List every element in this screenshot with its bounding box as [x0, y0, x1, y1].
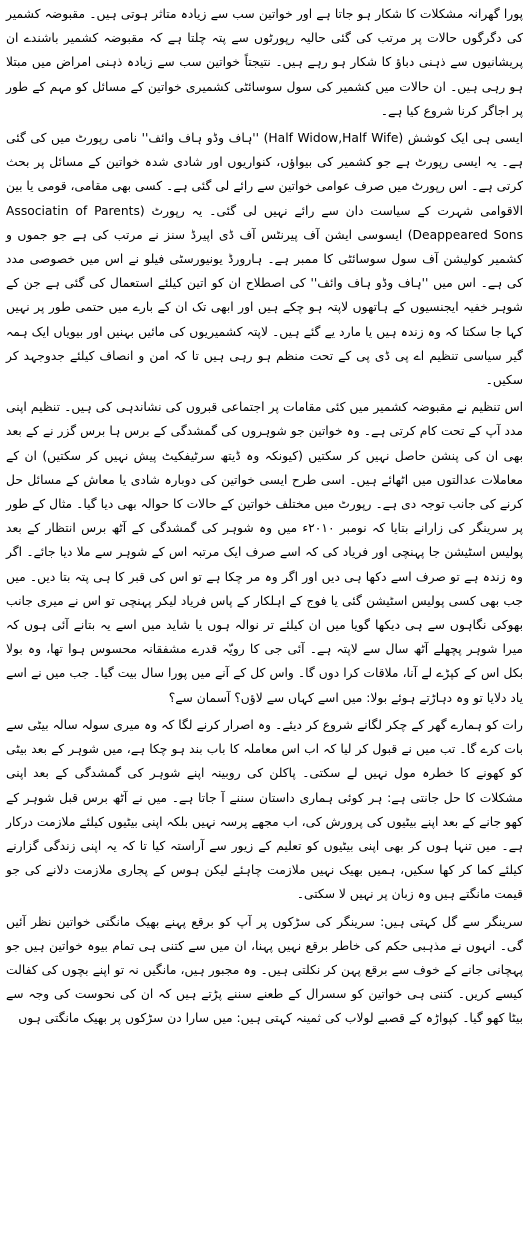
article-paragraph-1: پورا گھرانہ مشکلات کا شکار ہو جاتا ہے اور خواتین سب سے زیادہ متاثر ہوتی ہیں۔ مقبوضہ کشمیر کی دگرگوں حالات پر مرتب کی گئی حالیہ رپورٹوں سے پتہ چلتا ہے کہ مقبوضہ کشمیر باشندے ان پریشانیوں سے ذہنی دباؤ کا شکار ہو رہے ہیں۔ نتیجتاً خواتین سب سے زیادہ ذہنی امراض میں مبتلا ہو رہی ہیں۔ ان حالات میں کشمیر کی سول سوسائٹی کشمیری خواتین کے مسائل کو مہم کے طور پر اجاگر کرنا شروع کیا ہے۔ — [6, 7, 523, 118]
article-paragraph-3: اس تنظیم نے مقبوضہ کشمیر میں کئی مقامات پر اجتماعی قبروں کی نشاندہی کی ہیں۔ تنظیم اپنی مدد آپ کے تحت کام کرتی ہے۔ وہ خواتین جو شوہروں کی گمشدگی کے برس ہا برس گزر نے کے بعد بھی ان کی پنشن حاصل نہیں کر سکتیں (کیونکہ وہ ڈیتھ سرٹیفکیٹ پیش نہیں کر سکتیں) ان کے معاملات عدالتوں میں اٹھائے ہیں۔ اسی طرح ایسی خواتین کی دوبارہ شادی یا معاش کے مسائل حل کرنے کی جانب توجہ دی ہے۔ رپورٹ میں مختلف خواتین کے حالات کا حوالہ بھی دیا گیا۔ مثال کے طور پر سرینگر کی زارانے بتایا کہ نومبر ۲۰۱۰ء میں وہ شوہر کی گمشدگی کے آٹھ برس انتظار کے بعد پولیس اسٹیشن جا پہنچی اور فریاد کی کہ اسے صرف ایک مرتبہ اس کے شوہر سے ملا دیا جائے۔ اگر وہ زندہ ہے تو صرف اسے دکھا ہی دیں اور اگر وہ مر چکا ہے تو اس کی قبر کا ہی پتہ بتا دیں۔ میں جب بھی کسی پولیس اسٹیشن گئی یا فوج کے اہلکار کے پاس فریاد لیکر پہنچی تو اس نے میری جانب بھوکی نگاہوں سے ہی دیکھا گویا میں ان کیلئے تر نوالہ ہوں یا شاید میں اسے یہ بتانے آئی ہوں کہ میرا شوہر پچھلے آٹھ سال سے لاپتہ ہے۔ آئی جی کا رویّہ قدرے مشفقانہ محسوس ہوا تھا، وہ بولا بکل اس کے کپڑے لے آنا، ملاقات کرا دوں گا۔ واس کل کے آنے میں پورا سال بیت گیا۔ جب میں نے اسے یاد دلایا تو وہ دہاڑتے ہوئے بولا: میں اسے کہاں سے لاؤں؟ آسمان سے؟ — [6, 400, 523, 705]
article-paragraph-2: ایسی ہی ایک کوشش (Half Widow,Half Wife) ''ہاف وڈو ہاف وائف'' نامی رپورٹ میں کی گئی ہے۔ یہ ایسی رپورٹ ہے جو کشمیر کی بیواؤں، کنواریوں اور شادی شدہ خواتین کے مسائل پر بحث کرتی ہے۔ اس رپورٹ میں صرف عوامی خواتین سے رائے لی گئی ہے۔ کسی بھی مقامی، قومی یا بین الاقوامی شہرت کے سیاست دان سے رائے نہیں لی گئی۔ یہ رپورٹ (Associatin of Parents Deappeared Sons) ایسوسی ایشن آف پیرنٹس آف ڈی اپیرڈ سنز نے مرتب کی ہے جو جموں و کشمیر کولیشن آف سول سوسائٹی کا ممبر ہے۔ ہارورڈ یونیورسٹی فیلو نے اس میں خصوصی مدد کی ہے۔ اس میں ''ہاف وڈو ہاف وائف'' کی اصطلاح ان کو اتین کیلئے استعمال کی گئی ہے جن کے شوہر خفیہ ایجنسیوں کے ہاتھوں لاپتہ ہو چکے ہیں اور ابھی تک ان کے بارے میں حتمی طور پر نہیں کہا جا سکتا کہ وہ زندہ ہیں یا مارد یے گئے ہیں۔ لاپتہ کشمیریوں کی مائیں بہنیں اور بیویاں ایک ہمہ گیر سیاسی تنظیم اے پی ڈی پی کے تحت منظم ہو رہی ہیں تا کہ امن و انصاف کیلئے جدوجہد کر سکیں۔ — [6, 131, 524, 388]
article-paragraph-5: سرینگر سے گل کہتی ہیں: سرینگر کی سڑکوں پر آپ کو برقع پہنے بھیک مانگتی خواتین نظر آئیں گی۔ انہوں نے مذہبی حکم کی خاطر برقع نہیں پہنا، ان میں سے کتنی ہی تمام بیوہ خواتین ہیں جو پہچانی جانے کے خوف سے برقع پہن کر نکلتی ہیں۔ وہ مجبور ہیں، مانگیں نہ تو اپنے بچوں کی کفالت کیسے کریں۔ کتنی ہی خواتین کو سسرال کے طعنے سننے پڑتے ہیں کہ ان کی نحوست کی وجہ سے بیٹا کھو گیا۔ کپواڑہ کے قصبے لولاب کی ثمینہ کہتی ہیں: میں سارا دن سڑکوں پر بھیک مانگتی ہوں — [6, 914, 523, 1026]
article-paragraph-4: رات کو ہمارے گھر کے چکر لگانے شروع کر دیئے۔ وہ اصرار کرنے لگا کہ وہ میری سولہ سالہ بیٹی سے بات کرے گا۔ تب میں نے قبول کر لیا کہ اب اس معاملہ کا باب بند ہو چکا ہے، میں شوہر کے بعد بیٹی کو کھونے کا خطرہ مول نہیں لے سکتی۔ پاکلن کی روبینہ اپنے شوہر کی گمشدگی کے بعد اپنی مشکلات کا حل جانتی ہے: ہر کوئی ہماری داستان سننے آ جاتا ہے۔ میں نے آٹھ برس قبل شوہر کے کھو جانے کے بعد اپنے بیٹیوں کی پرورش کی، اب مجھے پرسہ نہیں بلکہ اپنی بیٹیوں کیلئے ملازمت درکار ہے۔ میں تنہا ہوں کر بھی اپنی بیٹیوں کو تعلیم کے زیور سے آراستہ کیا تا کہ یہ اپنی زندگی گزارنے کیلئے کما کر کھا سکیں، ہمیں بھیک نہیں ملازمت چاہئے لیکن ہوس کے پجاری ملازمت دلانے کی جو قیمت مانگتے ہیں وہ زبان پر نہیں لا سکتی۔ — [6, 717, 523, 902]
